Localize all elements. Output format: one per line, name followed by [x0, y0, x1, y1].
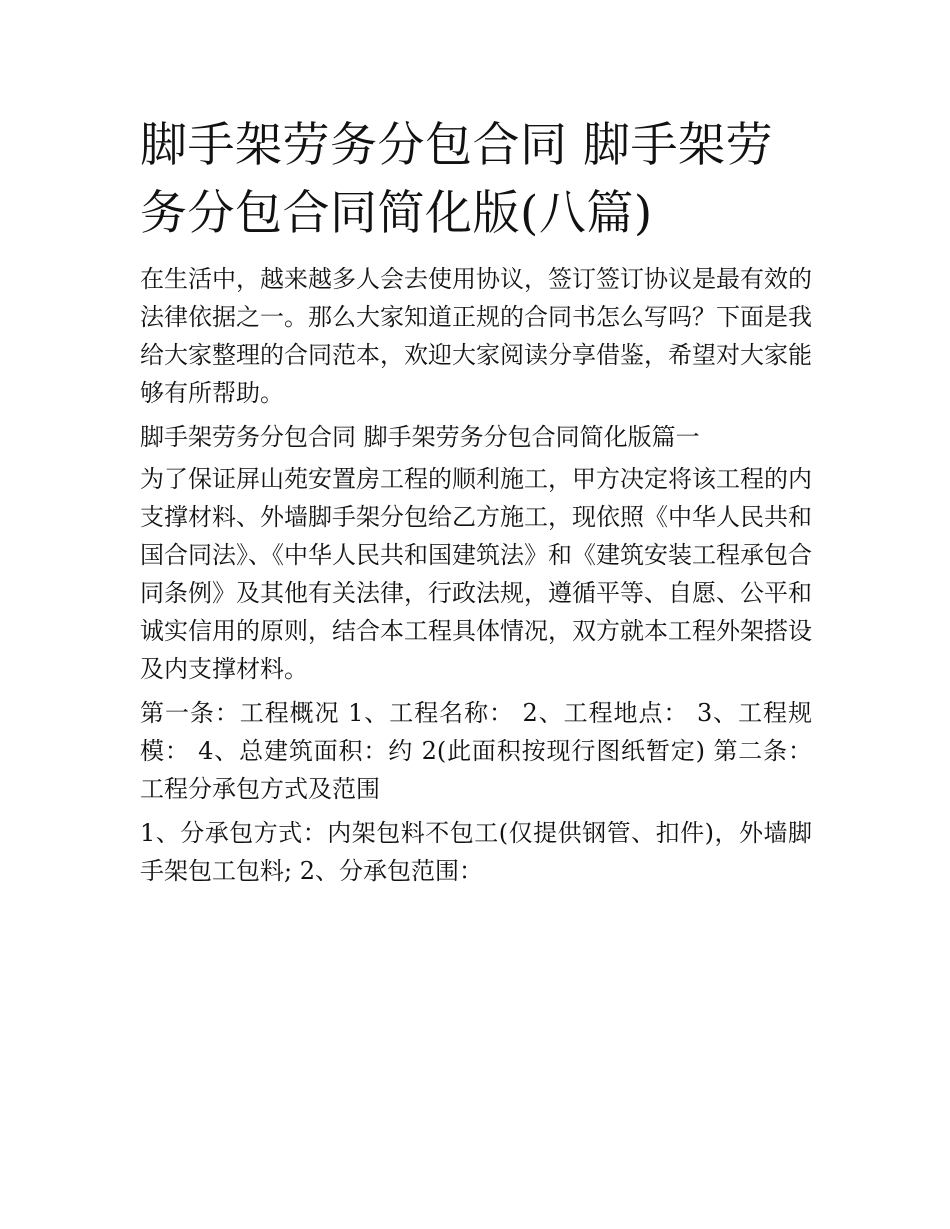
- article-one-paragraph: 第一条：工程概况 1、工程名称： 2、工程地点： 3、工程规模： 4、总建筑面积：约 2(此面积按现行图纸暂定) 第二条：工程分承包方式及范围: [140, 699, 812, 803]
- document-title: 脚手架劳务分包合同 脚手架劳务分包合同简化版(八篇): [140, 118, 773, 241]
- preamble-paragraph: 为了保证屏山苑安置房工程的顺利施工，甲方决定将该工程的内支撑材料、外墙脚手架分包给乙方施工，现依照《中华人民共和国合同法》、《中华人民共和国建筑法》和《建筑安装工程承包合同条例》及其他有关法律，行政法规，遵循平等、自愿、公平和诚实信用的原则，结合本工程具体情况，双方就本工程外架搭设及内支撑材料。: [140, 465, 812, 683]
- intro-paragraph: 在生活中，越来越多人会去使用协议，签订签订协议是最有效的法律依据之一。那么大家知道正规的合同书怎么写吗？下面是我给大家整理的合同范本，欢迎大家阅读分享借鉴，希望对大家能够有所帮助。: [140, 265, 812, 407]
- subcontract-scope-paragraph: 1、分承包方式：内架包料不包工(仅提供钢管、扣件)，外墙脚手架包工包料; 2、分承包范围：: [140, 819, 812, 885]
- document-page: [140, 112, 812, 896]
- section-heading: 脚手架劳务分包合同 脚手架劳务分包合同简化版篇一: [140, 423, 700, 451]
